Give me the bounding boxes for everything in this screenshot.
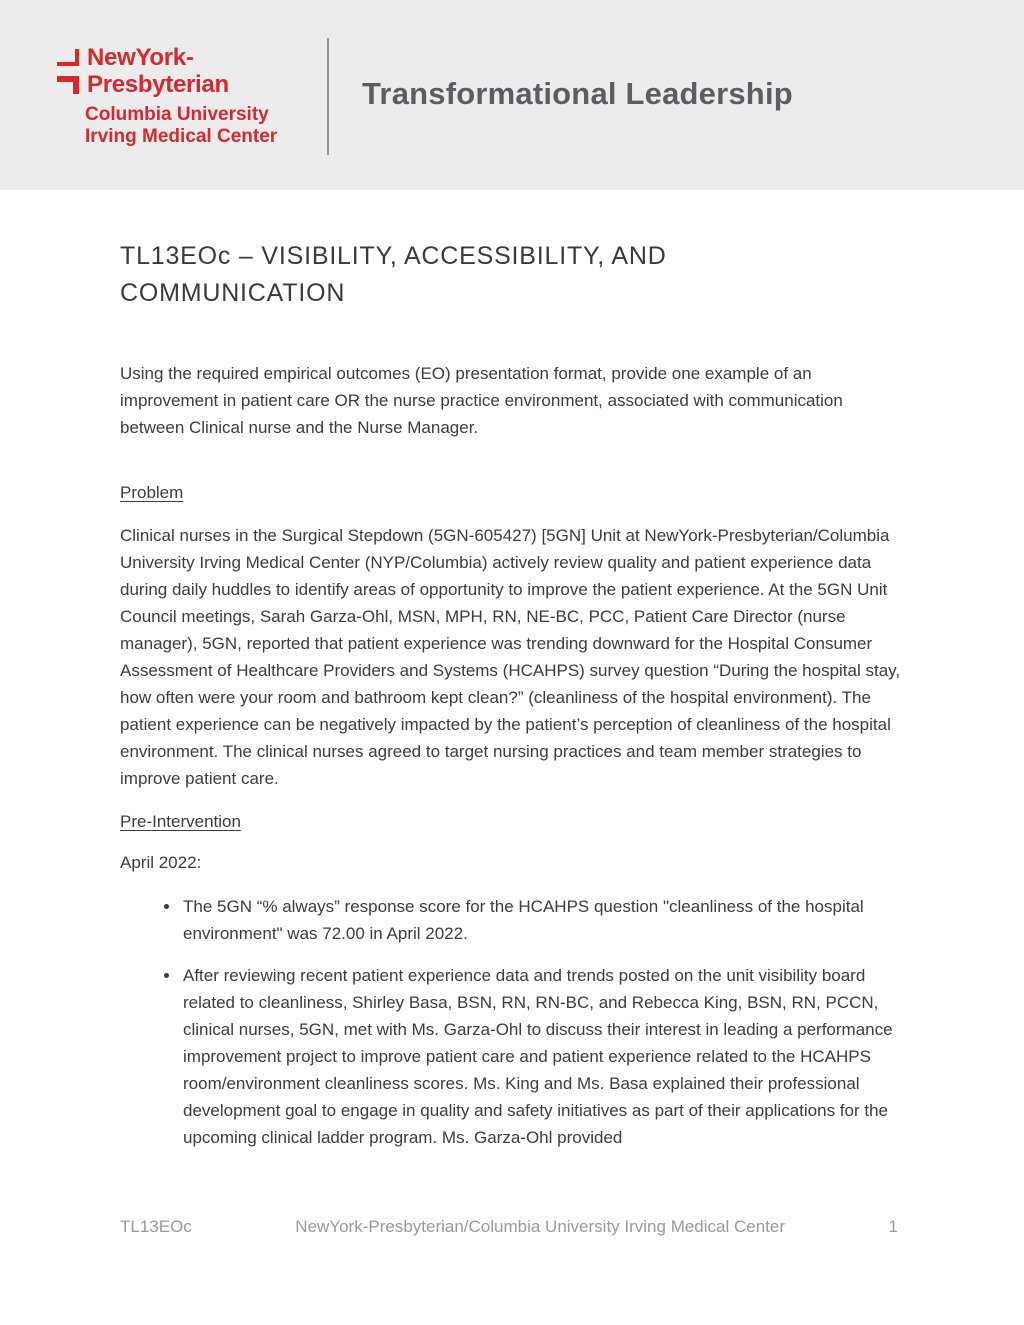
page-footer: [120, 1213, 906, 1240]
bullet-list: [120, 893, 906, 1151]
logo-wordmark-line2: Presbyterian: [87, 71, 229, 98]
banner-title: Transformational Leadership: [362, 76, 793, 111]
logo-subtext-line1: Columbia University: [85, 104, 269, 125]
header-divider: [327, 38, 329, 155]
section-heading-pre-intervention: Pre-Intervention: [120, 812, 241, 831]
nyp-logo-corner-top-icon: [57, 49, 79, 66]
document-title: TL13EOc – VISIBILITY, ACCESSIBILITY, AND COMMUNICATION: [120, 242, 667, 307]
page-header: [0, 0, 1024, 190]
date-label: April 2022:: [120, 853, 202, 872]
nyp-logo: [57, 44, 337, 154]
logo-subtext-line2: Irving Medical Center: [85, 126, 278, 147]
bullet-item-1: • The 5GN “% always” response score for the HCAHPS question "cleanliness of the hospital environment" was 72.00 in April 2022.: [181, 893, 906, 947]
nyp-logo-corner-bottom-icon: [57, 76, 79, 94]
footer-org-name: NewYork-Presbyterian/Columbia University Irving Medical Center: [295, 1217, 786, 1236]
intro-paragraph: Using the required empirical outcomes (EO) presentation format, provide one example of an improvement in patient care OR the nurse practice environment, associated with communication between Clinical nurse and the Nurse Manager.: [120, 364, 843, 437]
bullet-item-2: • After reviewing recent patient experience data and trends posted on the unit visibility board related to cleanliness, Shirley Basa, BSN, RN, RN-BC, and Rebecca King, BSN, RN, PCCN, clinical nurses, 5GN, met with Ms. Garza-Ohl to discuss their interest in leading a performance improvement project to improve patient care and patient experience related to the HCAHPS room/environment cleanliness scores. Ms. King and Ms. Basa explained their professional development goal to engage in quality and safety initiatives as part of their applications for the upcoming clinical ladder program. Ms. Garza-Ohl provided: [181, 962, 906, 1151]
document-body: [0, 238, 1024, 1151]
footer-doc-id: TL13EOc: [120, 1217, 192, 1236]
problem-paragraph: Clinical nurses in the Surgical Stepdown (5GN-605427) [5GN] Unit at NewYork-Presbyterian/Columbia University Irving Medical Center (NYP/Columbia) actively review quality and patient experience data during daily huddles to identify areas of opportunity to improve the patient experience. At the 5GN Unit Council meetings, Sarah Garza-Ohl, MSN, MPH, RN, NE-BC, PCC, Patient Care Director (nurse manager), 5GN, reported that patient experience was trending downward for the Hospital Consumer Assessment of Healthcare Providers and Systems (HCAHPS) survey question “During the hospital stay, how often were your room and bathroom kept clean?” (cleanliness of the hospital environment). The patient experience can be negatively impacted by the patient’s perception of cleanliness of the hospital environment. The clinical nurses agreed to target nursing practices and team member strategies to improve patient care.: [120, 526, 901, 788]
section-heading-problem: Problem: [120, 483, 184, 502]
logo-wordmark-line1: NewYork-: [87, 44, 194, 71]
footer-page-number: 1: [888, 1217, 898, 1236]
